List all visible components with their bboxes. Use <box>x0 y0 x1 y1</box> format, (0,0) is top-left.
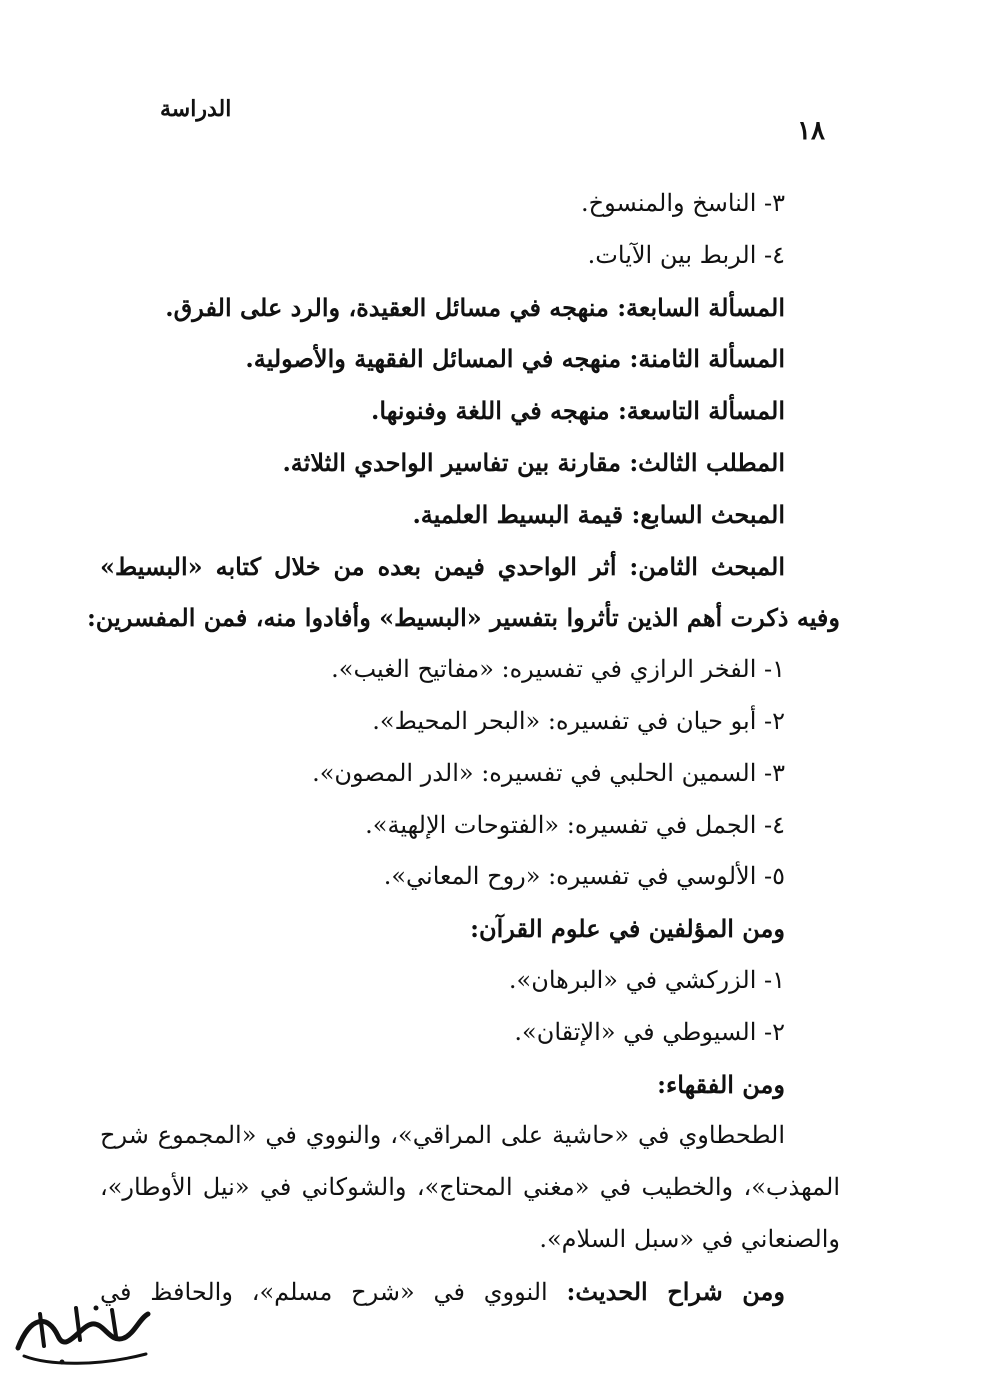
text-line: المسألة السابعة: منهجه في مسائل العقيدة، والرد على الفرق. <box>165 292 785 322</box>
text-line: ٣- الناسخ والمنسوخ. <box>580 189 785 217</box>
section-heading: ومن الفقهاء: <box>657 1069 785 1099</box>
heading-label: المسألة التاسعة: <box>617 396 785 426</box>
text-line: المطلب الثالث: مقارنة بين تفاسير الواحدي الثلاثة. <box>282 447 785 477</box>
text-line: المهذب»، والخطيب في «مغني المحتاج»، والشوكاني في «نيل الأوطار»، <box>100 1173 840 1202</box>
list-item: ٢- السيوطي في «الإتقان». <box>514 1017 785 1046</box>
list-item: ٥- الألوسي في تفسيره: «روح المعاني». <box>383 862 785 891</box>
heading-label: المبحث السابع: <box>631 499 785 529</box>
text-line: ومن شراح الحديث: النووي في «شرح مسلم»، والحافظ في <box>100 1276 785 1306</box>
list-item: ٤- الجمل في تفسيره: «الفتوحات الإلهية». <box>365 810 785 839</box>
text-line: وفيه ذكرت أهم الذين تأثروا بتفسير «البسيط» وأفادوا منه، فمن المفسرين: <box>86 603 840 633</box>
page-number: ١٨ <box>797 116 825 146</box>
text-line: المسألة الثامنة: منهجه في المسائل الفقهية والأصولية. <box>245 344 785 374</box>
heading-label: المبحث الثامن: <box>629 551 786 581</box>
text-line: الطحطاوي في «حاشية على المراقي»، والنووي في «المجموع شرح <box>100 1121 785 1150</box>
heading-label: المطلب الثالث: <box>629 447 785 477</box>
text-line: المسألة التاسعة: منهجه في اللغة وفنونها. <box>371 396 785 426</box>
list-item: ٢- أبو حيان في تفسيره: «البحر المحيط». <box>372 706 785 735</box>
list-item: ٣- السمين الحلبي في تفسيره: «الدر المصون». <box>312 758 785 787</box>
text-line: المبحث الثامن: أثر الواحدي فيمن بعده من خلال كتابه «البسيط» <box>100 551 786 581</box>
text-line: المبحث السابع: قيمة البسيط العلمية. <box>412 499 785 529</box>
running-header-title: الدراسة <box>160 96 232 122</box>
text-line: والصنعاني في «سبل السلام». <box>539 1224 840 1253</box>
heading-label: المسألة السابعة: <box>617 292 785 322</box>
text-line: ٤- الربط بين الآيات. <box>587 240 785 269</box>
heading-label: المسألة الثامنة: <box>629 344 785 374</box>
list-item: ١- الزركشي في «البرهان». <box>508 965 785 994</box>
list-item: ١- الفخر الرازي في تفسيره: «مفاتيح الغيب». <box>331 655 785 684</box>
page-body <box>86 178 840 1318</box>
heading-label: ومن شراح الحديث: <box>566 1276 785 1306</box>
section-heading: ومن المؤلفين في علوم القرآن: <box>470 914 785 944</box>
calligraphy-logo-icon <box>0 1296 160 1376</box>
